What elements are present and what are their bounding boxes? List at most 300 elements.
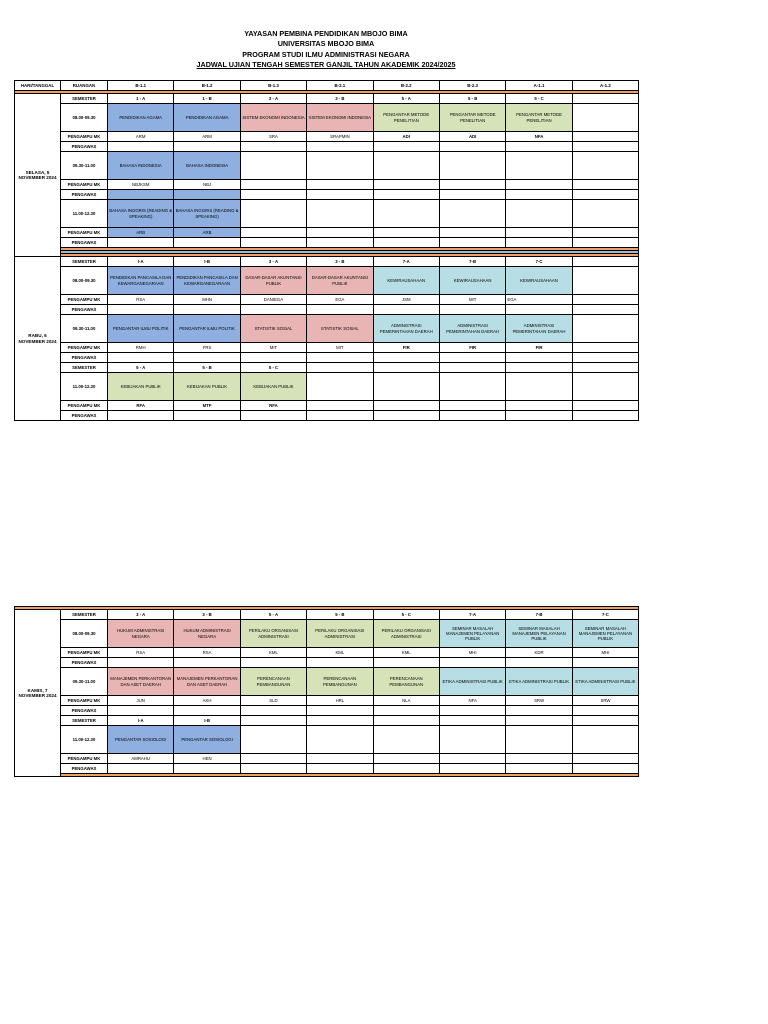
table-row: [15, 305, 639, 315]
schedule-table-day3: [14, 606, 639, 777]
lecturer-cell: MTF: [174, 401, 240, 411]
proctor-cell: [506, 764, 572, 774]
semester-cell: 7-B: [439, 257, 505, 267]
semester-cell: 7-A: [373, 257, 439, 267]
course-cell: [439, 373, 505, 401]
table-row: [15, 132, 639, 142]
lecturer-cell: FIR: [373, 343, 439, 353]
course-cell: BAHASA INDONESIA: [174, 152, 240, 180]
course-cell: PERENCANAAN PEMBANGUNAN: [240, 668, 306, 696]
column-header-room: RUANGAN: [61, 81, 108, 91]
course-cell: PENGANTAR METODE PENELITIAN: [439, 104, 505, 132]
course-cell: ADMINISTRASI PEMERINTAHAN DAERAH: [373, 315, 439, 343]
proctor-cell: [572, 238, 638, 248]
column-header-room: B-1.2: [174, 81, 240, 91]
lecturer-cell: [307, 228, 373, 238]
lecturer-cell: [307, 180, 373, 190]
lecturer-cell: ARB: [108, 228, 174, 238]
proctor-cell: [174, 353, 240, 363]
day-date-cell: SELASA, 5 NOVEMBER 2024: [15, 94, 61, 257]
proctor-cell: [439, 238, 505, 248]
time-slot-label: 08.00-09.30: [61, 620, 108, 648]
proctor-cell: [506, 238, 572, 248]
course-cell: KEWIRAUSAHAAN: [373, 267, 439, 295]
row-label-proctor: PENGAWAS: [61, 238, 108, 248]
proctor-cell: [108, 353, 174, 363]
course-cell: SISTEM EKONOMI INDONESIA: [240, 104, 306, 132]
semester-cell: [439, 363, 505, 373]
course-cell: [439, 152, 505, 180]
course-cell: ADMINISTRASI PEMERINTAHAN DAERAH: [506, 315, 572, 343]
course-cell: [506, 726, 572, 754]
proctor-cell: [373, 190, 439, 200]
proctor-cell: [439, 305, 505, 315]
row-label-proctor: PENGAWAS: [61, 142, 108, 152]
proctor-cell: [373, 411, 439, 421]
proctor-cell: [572, 764, 638, 774]
semester-cell: 7-C: [506, 257, 572, 267]
course-cell: [572, 152, 638, 180]
proctor-cell: [373, 706, 439, 716]
lecturer-cell: RSA: [108, 295, 174, 305]
course-cell: ADMINISTRASI PEMERINTAHAN DAERAH: [439, 315, 505, 343]
proctor-cell: [373, 142, 439, 152]
lecturer-cell: KML: [373, 648, 439, 658]
row-label-lecturer: PENGAMPU MK: [61, 228, 108, 238]
course-cell: ETIKA ADMINISTRASI PUBLIK: [506, 668, 572, 696]
lecturer-cell: [240, 754, 306, 764]
course-cell: PERENCANAAN PEMBANGUNAN: [373, 668, 439, 696]
time-slot-label: 09.30-11.00: [61, 152, 108, 180]
semester-cell: 5 - C: [373, 610, 439, 620]
proctor-cell: [108, 190, 174, 200]
row-label-lecturer: PENGAMPU MK: [61, 696, 108, 706]
semester-cell: [572, 363, 638, 373]
row-label-lecturer: PENGAMPU MK: [61, 401, 108, 411]
row-label-semester: SEMESTER: [61, 257, 108, 267]
course-cell: [373, 152, 439, 180]
table-row: [15, 373, 639, 401]
lecturer-cell: MHI: [572, 648, 638, 658]
lecturer-cell: SRW: [506, 696, 572, 706]
course-cell: SEMINAR MASALAH MANAJEMEN PELAYANAN PUBLIK: [439, 620, 505, 648]
table-row: [15, 411, 639, 421]
course-cell: ETIKA ADMINISTRASI PUBLIK: [572, 668, 638, 696]
proctor-cell: [307, 411, 373, 421]
day-date-cell: RABU, 6 NOVEMBER 2024: [15, 257, 61, 421]
column-header-room: A-1.2: [572, 81, 638, 91]
semester-cell: 3 - B: [307, 257, 373, 267]
course-cell: PERENCANAAN PEMBANGUNAN: [307, 668, 373, 696]
lecturer-cell: [572, 343, 638, 353]
table-row: [15, 610, 639, 620]
course-cell: [307, 200, 373, 228]
lecturer-cell: [240, 180, 306, 190]
course-cell: [240, 726, 306, 754]
semester-cell: 5 - B: [307, 610, 373, 620]
proctor-cell: [108, 305, 174, 315]
column-header-room: B-1.1: [108, 81, 174, 91]
course-cell: PENDIDIKAN PANCASILA DAN KEWARGANEGARAAN: [174, 267, 240, 295]
lecturer-cell: [373, 401, 439, 411]
proctor-cell: [506, 658, 572, 668]
proctor-cell: [373, 658, 439, 668]
lecturer-cell: NLA: [373, 696, 439, 706]
proctor-cell: [108, 764, 174, 774]
proctor-cell: [174, 706, 240, 716]
lecturer-cell: [307, 401, 373, 411]
lecturer-cell: JSM: [373, 295, 439, 305]
lecturer-cell: [506, 754, 572, 764]
lecturer-cell: RMH: [108, 343, 174, 353]
lecturer-cell: SRAPMIN: [307, 132, 373, 142]
course-cell: PERILAKU ORGANISASI ADMINISTRASI: [307, 620, 373, 648]
lecturer-cell: [506, 228, 572, 238]
proctor-cell: [307, 353, 373, 363]
semester-cell: [307, 716, 373, 726]
table-row: [15, 764, 639, 774]
proctor-cell: [439, 706, 505, 716]
course-cell: MANAJEMEN PERKANTORAN DAN ASET DAERAH: [108, 668, 174, 696]
lecturer-cell: NFA: [439, 696, 505, 706]
course-cell: HUKUM ADMINISTRASI NEGARA: [174, 620, 240, 648]
proctor-cell: [439, 658, 505, 668]
lecturer-cell: ARM: [174, 132, 240, 142]
lecturer-cell: [439, 401, 505, 411]
proctor-cell: [307, 706, 373, 716]
semester-cell: [439, 716, 505, 726]
course-cell: SEMINAR MASALAH MANAJEMEN PELAYANAN PUBLIK: [572, 620, 638, 648]
proctor-cell: [108, 706, 174, 716]
course-cell: [439, 200, 505, 228]
proctor-cell: [174, 658, 240, 668]
course-cell: BAHASA INGGRIS (READING & SPEAKING): [174, 200, 240, 228]
course-cell: SISTEM EKONOMI INDONESIA: [307, 104, 373, 132]
lecturer-cell: [307, 754, 373, 764]
course-cell: HUKUM ADMINISTRASI NEGARA: [108, 620, 174, 648]
course-cell: [572, 267, 638, 295]
row-label-proctor: PENGAWAS: [61, 353, 108, 363]
semester-cell: [307, 363, 373, 373]
semester-cell: 5 - A: [108, 363, 174, 373]
semester-cell: [506, 363, 572, 373]
proctor-cell: [174, 190, 240, 200]
course-cell: PENDIDIKAN AGAMA: [174, 104, 240, 132]
course-cell: [373, 373, 439, 401]
study-program: PROGRAM STUDI ILMU ADMINISTRASI NEGARA: [242, 49, 410, 59]
lecturer-cell: [506, 401, 572, 411]
course-cell: PENGANTAR METODE PENELITIAN: [373, 104, 439, 132]
semester-cell: [506, 716, 572, 726]
course-cell: [373, 726, 439, 754]
table-row: [15, 257, 639, 267]
table-row: [15, 401, 639, 411]
proctor-cell: [572, 411, 638, 421]
row-label-semester: SEMESTER: [61, 610, 108, 620]
row-label-lecturer: PENGAMPU MK: [61, 754, 108, 764]
lecturer-cell: JUN: [108, 696, 174, 706]
separator-bar: [15, 774, 639, 777]
course-cell: [572, 726, 638, 754]
time-slot-label: 11.00-12.30: [61, 726, 108, 754]
proctor-cell: [439, 764, 505, 774]
lecturer-cell: ARM: [108, 132, 174, 142]
semester-cell: [572, 94, 638, 104]
proctor-cell: [506, 305, 572, 315]
column-header-room: B-2.1: [307, 81, 373, 91]
proctor-cell: [506, 353, 572, 363]
row-label-semester: SEMESTER: [61, 716, 108, 726]
course-cell: [506, 373, 572, 401]
proctor-cell: [240, 190, 306, 200]
table-row: [15, 190, 639, 200]
table-row: [15, 152, 639, 180]
course-cell: PENGANTAR ILMU POLITIK: [174, 315, 240, 343]
lecturer-cell: ADI: [439, 132, 505, 142]
course-cell: ETIKA ADMINISTRASI PUBLIK: [439, 668, 505, 696]
table-row: [15, 353, 639, 363]
time-slot-label: 11.00-12.30: [61, 200, 108, 228]
table-row: [15, 706, 639, 716]
lecturer-cell: DANIEGA: [240, 295, 306, 305]
semester-cell: 3 - A: [108, 610, 174, 620]
lecturer-cell: [439, 228, 505, 238]
proctor-cell: [506, 142, 572, 152]
course-cell: STATISTIK SOSIAL: [307, 315, 373, 343]
lecturer-cell: [373, 754, 439, 764]
proctor-cell: [240, 411, 306, 421]
proctor-cell: [373, 238, 439, 248]
semester-cell: 7-B: [506, 610, 572, 620]
table-row: [15, 200, 639, 228]
semester-cell: 1 - A: [108, 94, 174, 104]
course-cell: DASAR-DASAR AKUNTANSI PUBLIK: [240, 267, 306, 295]
table-row: [15, 315, 639, 343]
proctor-cell: [240, 764, 306, 774]
proctor-cell: [506, 190, 572, 200]
proctor-cell: [572, 706, 638, 716]
proctor-cell: [439, 142, 505, 152]
lecturer-cell: [373, 228, 439, 238]
table-row: [15, 104, 639, 132]
time-slot-label: 09.30-11.00: [61, 315, 108, 343]
course-cell: PENGANTAR SOSIOLOGI: [108, 726, 174, 754]
course-cell: [373, 200, 439, 228]
university-name: UNIVERSITAS MBOJO BIMA: [277, 39, 375, 49]
semester-cell: [240, 716, 306, 726]
lecturer-cell: AKH: [174, 696, 240, 706]
table-row: [15, 620, 639, 648]
lecturer-cell: AMRAHU: [108, 754, 174, 764]
semester-cell: I-A: [108, 716, 174, 726]
proctor-cell: [240, 658, 306, 668]
proctor-cell: [240, 353, 306, 363]
course-cell: [307, 726, 373, 754]
table-row: [15, 142, 639, 152]
proctor-cell: [307, 190, 373, 200]
row-label-lecturer: PENGAMPU MK: [61, 648, 108, 658]
lecturer-cell: [572, 132, 638, 142]
course-cell: KEBIJAKAN PUBLIK: [240, 373, 306, 401]
semester-cell: 5 - B: [439, 94, 505, 104]
lecturer-cell: KML: [240, 648, 306, 658]
column-header-room: B-2.3: [439, 81, 505, 91]
table-row: [15, 668, 639, 696]
time-slot-label: 08.00-09.30: [61, 267, 108, 295]
course-cell: BAHASA INDONESIA: [108, 152, 174, 180]
semester-cell: I-B: [174, 716, 240, 726]
semester-cell: 5 - A: [373, 94, 439, 104]
row-label-semester: SEMESTER: [61, 94, 108, 104]
semester-cell: 5 - C: [240, 363, 306, 373]
column-header-day: HARI/TANGGAL: [15, 81, 61, 91]
course-cell: KEBIJAKAN PUBLIK: [174, 373, 240, 401]
proctor-cell: [174, 142, 240, 152]
lecturer-cell: KDR: [506, 648, 572, 658]
table-row: [15, 716, 639, 726]
proctor-cell: [174, 764, 240, 774]
lecturer-cell: RSA: [108, 648, 174, 658]
course-cell: PENGANTAR ILMU POLITIK: [108, 315, 174, 343]
proctor-cell: [108, 411, 174, 421]
proctor-cell: [572, 142, 638, 152]
course-cell: [240, 152, 306, 180]
lecturer-cell: FIR: [439, 343, 505, 353]
proctor-cell: [240, 142, 306, 152]
semester-cell: 3 - A: [240, 257, 306, 267]
proctor-cell: [439, 353, 505, 363]
table-row: [15, 343, 639, 353]
row-label-proctor: PENGAWAS: [61, 764, 108, 774]
proctor-cell: [373, 305, 439, 315]
course-cell: KEBIJAKAN PUBLIK: [108, 373, 174, 401]
proctor-cell: [439, 411, 505, 421]
lecturer-cell: FIR: [506, 343, 572, 353]
lecturer-cell: NBJ: [174, 180, 240, 190]
lecturer-cell: HRL: [307, 696, 373, 706]
course-cell: KEWIRAUSAHAAN: [439, 267, 505, 295]
table-row: [15, 696, 639, 706]
table-row: [15, 238, 639, 248]
course-cell: PENGANTAR SOSIOLOGI: [174, 726, 240, 754]
lecturer-cell: SRA: [240, 132, 306, 142]
schedule-title: JADWAL UJIAN TENGAH SEMESTER GANJIL TAHUN AKADEMIK 2024/2025: [196, 60, 456, 70]
course-cell: DASAR-DASAR AKUNTANSI PUBLIK: [307, 267, 373, 295]
table-row: [15, 267, 639, 295]
proctor-cell: [240, 706, 306, 716]
lecturer-cell: MHI: [439, 648, 505, 658]
lecturer-cell: SLD: [240, 696, 306, 706]
lecturer-cell: [439, 180, 505, 190]
course-cell: KEWIRAUSAHAAN: [506, 267, 572, 295]
lecturer-cell: MIT: [439, 295, 505, 305]
proctor-cell: [174, 238, 240, 248]
semester-cell: 1 - B: [174, 94, 240, 104]
row-label-semester: SEMESTER: [61, 363, 108, 373]
semester-cell: [373, 363, 439, 373]
day-date-cell: KAMIS, 7 NOVEMBER 2024: [15, 610, 61, 777]
row-label-proctor: PENGAWAS: [61, 411, 108, 421]
course-cell: [506, 152, 572, 180]
proctor-cell: [307, 305, 373, 315]
document-header: [14, 29, 638, 71]
row-label-lecturer: PENGAMPU MK: [61, 343, 108, 353]
proctor-cell: [373, 353, 439, 363]
proctor-cell: [174, 305, 240, 315]
lecturer-cell: SRW: [572, 696, 638, 706]
foundation-name: YAYASAN PEMBINA PENDIDIKAN MBOJO BIMA: [244, 29, 408, 38]
course-cell: [506, 200, 572, 228]
table-header-row: [15, 81, 639, 91]
course-cell: MANAJEMEN PERKANTORAN DAN ASET DAERAH: [174, 668, 240, 696]
semester-cell: 3 - B: [307, 94, 373, 104]
semester-cell: 5 - A: [240, 610, 306, 620]
table-row: [15, 726, 639, 754]
lecturer-cell: NFA: [506, 132, 572, 142]
lecturer-cell: [572, 754, 638, 764]
time-slot-label: 11.00-12.30: [61, 373, 108, 401]
proctor-cell: [240, 305, 306, 315]
course-cell: [307, 152, 373, 180]
table-row: [15, 94, 639, 104]
semester-cell: [373, 716, 439, 726]
lecturer-cell: MIT: [240, 343, 306, 353]
schedule-table-day1-day2: [14, 80, 639, 421]
course-cell: [572, 104, 638, 132]
table-row: [15, 295, 639, 305]
course-cell: PERILAKU ORGANISASI ADMINISTRASI: [240, 620, 306, 648]
semester-cell: 5 - C: [506, 94, 572, 104]
lecturer-cell: MIT: [307, 343, 373, 353]
course-cell: BAHASA INGGRIS (READING & SPEAKING): [108, 200, 174, 228]
semester-cell: 5 - B: [174, 363, 240, 373]
table-row: [15, 658, 639, 668]
lecturer-cell: FRS: [174, 343, 240, 353]
proctor-cell: [108, 142, 174, 152]
proctor-cell: [307, 142, 373, 152]
lecturer-cell: MHN: [174, 295, 240, 305]
lecturer-cell: [572, 228, 638, 238]
proctor-cell: [307, 764, 373, 774]
course-cell: [439, 726, 505, 754]
lecturer-cell: [572, 295, 638, 305]
course-cell: [572, 315, 638, 343]
time-slot-label: 09.30-11.00: [61, 668, 108, 696]
row-label-proctor: PENGAWAS: [61, 706, 108, 716]
lecturer-cell: [506, 180, 572, 190]
proctor-cell: [373, 764, 439, 774]
proctor-cell: [572, 190, 638, 200]
proctor-cell: [307, 658, 373, 668]
row-label-proctor: PENGAWAS: [61, 190, 108, 200]
lecturer-cell: EGA: [506, 295, 572, 305]
proctor-cell: [307, 238, 373, 248]
table-row: [15, 648, 639, 658]
semester-cell: [572, 257, 638, 267]
column-header-room: A-1.1: [506, 81, 572, 91]
column-header-room: B-2.2: [373, 81, 439, 91]
lecturer-cell: [572, 401, 638, 411]
course-cell: PENGANTAR METODE PENELITIAN: [506, 104, 572, 132]
row-label-lecturer: PENGAMPU MK: [61, 180, 108, 190]
proctor-cell: [108, 658, 174, 668]
table-row: [15, 228, 639, 238]
semester-cell: 7-A: [439, 610, 505, 620]
semester-cell: 3 - A: [240, 94, 306, 104]
lecturer-cell: ARB: [174, 228, 240, 238]
semester-cell: I-B: [174, 257, 240, 267]
lecturer-cell: RFA: [240, 401, 306, 411]
